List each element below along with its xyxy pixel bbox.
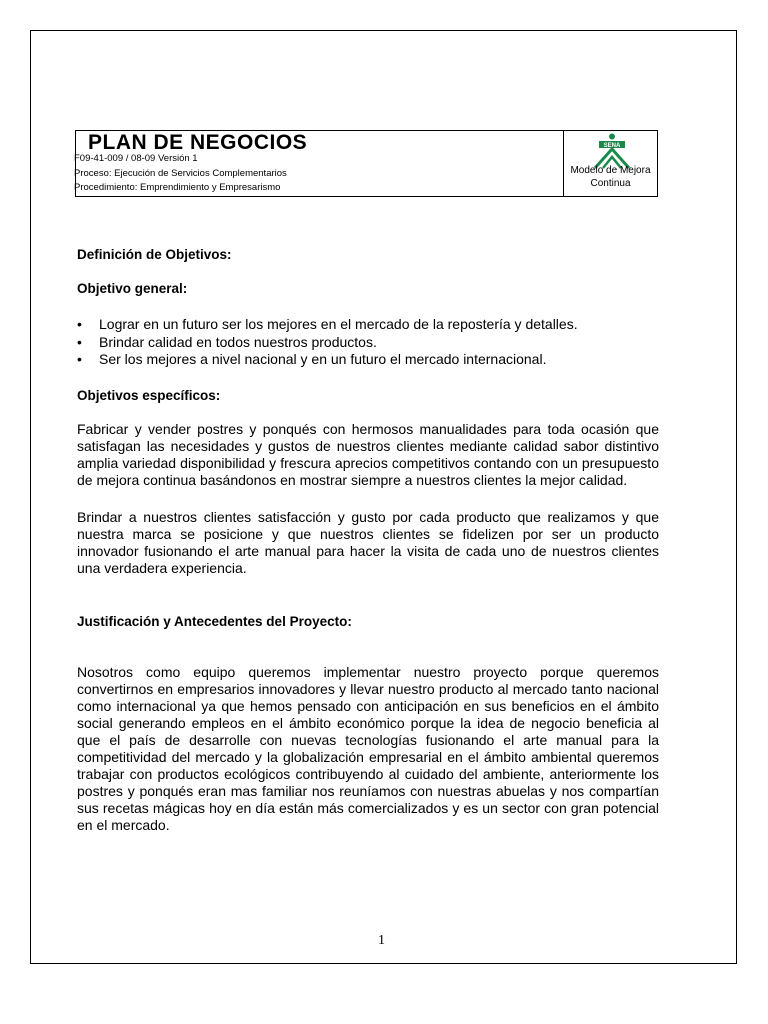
heading-definicion: Definición de Objetivos: xyxy=(77,247,232,262)
list-item: • Brindar calidad en todos nuestros productos. xyxy=(77,334,659,352)
document-header xyxy=(75,130,658,197)
heading-objetivos-especificos: Objetivos específicos: xyxy=(77,388,221,403)
paragraph-especificos-2: Brindar a nuestros clientes satisfacción y gusto por cada producto que realizamos y que nuestra marca se posicione y que nuestros clientes se fidelizen por ser un producto innovador fusionando el arte manual para hacer la visita de cada uno de nuestros clientes una verdadera experiencia. xyxy=(77,509,659,576)
modelo-line-1: Modelo de Mejora xyxy=(570,165,651,176)
document-procedimiento: Procedimiento: Emprendimiento y Empresarismo xyxy=(74,182,281,193)
paragraph-especificos-1: Fabricar y vender postres y ponqués con hermosos manualidades para toda ocasión que satisfagan las necesidades y gustos de nuestros clientes mediante calidad sabor distintivo amplia variedad disponibilidad y frescura aprecios competitivos contando con un presupuesto de mejora continua basándonos en mostrar siempre a nuestros clientes la mejor calidad. xyxy=(77,421,659,488)
document-code-version: F09-41-009 / 08-09 Versión 1 xyxy=(74,153,198,164)
modelo-line-2: Continua xyxy=(590,178,631,189)
objetivos-list xyxy=(77,316,659,369)
document-proceso: Proceso: Ejecución de Servicios Complementarios xyxy=(74,168,287,179)
modelo-mejora-label xyxy=(564,164,657,190)
logo-cell xyxy=(563,131,657,196)
page-number: 1 xyxy=(378,933,385,948)
document-title: PLAN DE NEGOCIOS xyxy=(88,131,308,154)
heading-objetivo-general: Objetivo general: xyxy=(77,281,188,296)
logo-text: SENA xyxy=(603,142,621,149)
paragraph-justificacion: Nosotros como equipo queremos implementar nuestro proyecto porque queremos convertirnos en empresarios innovadores y llevar nuestro producto al mercado tanto nacional como internacional ya que hemos pensado con anticipación en sus beneficios en el ámbito social generando empleos en el ámbito económico porque la idea de negocio beneficia al que el país de desarrolle con nuevas tecnologías fusionando el arte manual para la competitividad del mercado y la globalización empresarial en el ámbito ambiental queremos trabajar con productos ecológicos contribuyendo al cuidado del ambiente, anteriormente los postres y ponqués eran mas familiar nos reuníamos con nuestras abuelas y nos compartían sus recetas mágicas hoy en día están más comercializados y es un sector con gran potencial en el mercado. xyxy=(77,664,659,833)
list-item: • Lograr en un futuro ser los mejores en el mercado de la repostería y detalles. xyxy=(77,316,659,334)
heading-justificacion: Justificación y Antecedentes del Proyecto: xyxy=(77,614,352,629)
list-item: • Ser los mejores a nivel nacional y en un futuro el mercado internacional. xyxy=(77,351,659,369)
